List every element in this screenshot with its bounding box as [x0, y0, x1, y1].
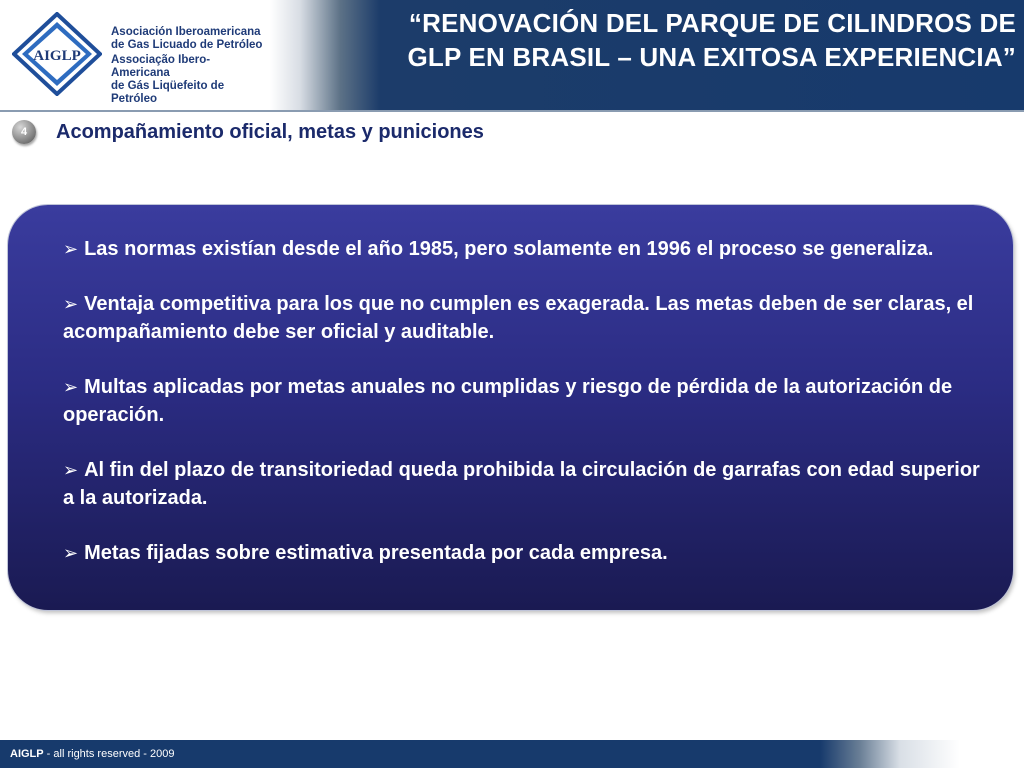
bullet-text: Ventaja competitiva para los que no cumplen es exagerada. Las metas deben de ser claras, el acompañamiento debe ser oficial y auditable. [63, 293, 974, 343]
arrow-bullet-icon: ➢ [63, 239, 79, 259]
footer-bar [0, 740, 1024, 768]
page-title [352, 6, 1016, 74]
bullet-item [63, 539, 983, 567]
aiglp-diamond-logo [12, 12, 102, 96]
section-number-badge: 4 [12, 120, 36, 144]
arrow-bullet-icon: ➢ [63, 543, 79, 563]
header-divider [0, 110, 1024, 112]
bullet-list [63, 235, 983, 567]
bullet-text: Al fin del plazo de transitoriedad queda prohibida la circulación de garrafas con edad superior a la autorizada. [63, 459, 980, 509]
bullet-item [63, 456, 983, 512]
title-line-1: “RENOVACIÓN DEL PARQUE DE CILINDROS DE [408, 8, 1016, 38]
header-bar [0, 0, 1024, 110]
bullet-text: Las normas existían desde el año 1985, pero solamente en 1996 el proceso se generaliza. [84, 238, 934, 260]
content-panel [8, 205, 1013, 610]
footer-text [10, 748, 174, 760]
bullet-text: Multas aplicadas por metas anuales no cumplidas y riesgo de pérdida de la autorización de operación. [63, 376, 953, 426]
arrow-bullet-icon: ➢ [63, 377, 79, 397]
logo-line-1: Asociación Iberoamericana [111, 26, 261, 38]
footer-rights: - all rights reserved - 2009 [43, 748, 175, 760]
footer-brand: AIGLP [10, 748, 44, 760]
logo-line-2: de Gas Licuado de Petróleo [111, 39, 263, 51]
arrow-bullet-icon: ➢ [63, 294, 79, 314]
arrow-bullet-icon: ➢ [63, 460, 79, 480]
bullet-item [63, 235, 983, 263]
aiglp-logo [8, 10, 268, 105]
logo-acronym: AIGLP [33, 48, 81, 64]
bullet-text: Metas fijadas sobre estimativa presentada por cada empresa. [84, 542, 668, 564]
logo-line-3: Associação Ibero-Americana [111, 54, 211, 79]
logo-line-4: de Gás Liqüefeito de Petróleo [111, 80, 225, 105]
logo-text [111, 26, 268, 106]
bullet-item [63, 290, 983, 346]
title-line-2: GLP EN BRASIL – UNA EXITOSA EXPERIENCIA” [407, 42, 1016, 72]
section-title: Acompañamiento oficial, metas y puniciones [56, 121, 484, 143]
bullet-item [63, 373, 983, 429]
